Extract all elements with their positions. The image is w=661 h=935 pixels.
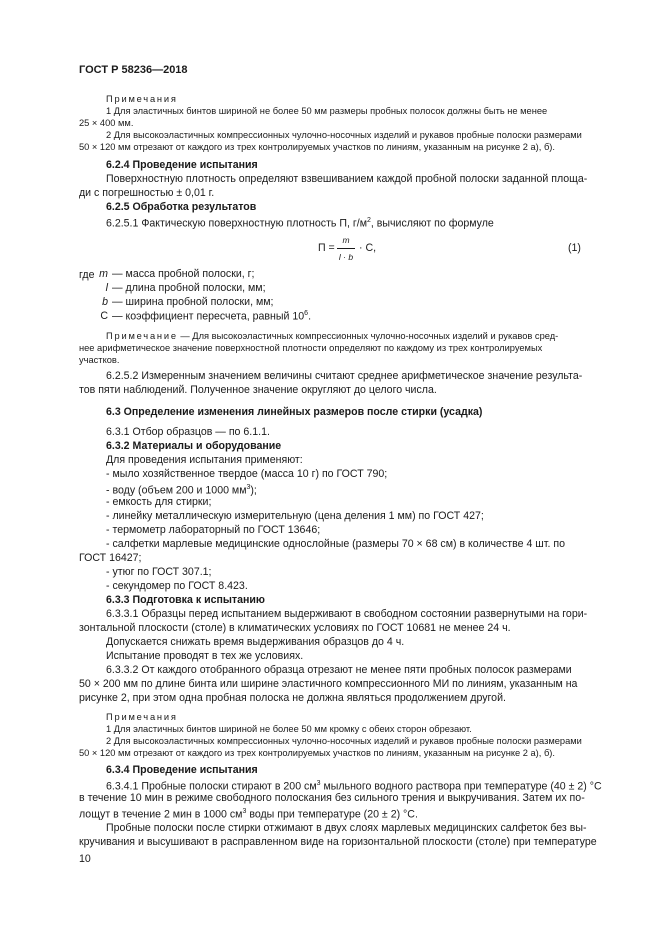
list-item: ГОСТ 16427; <box>79 552 142 564</box>
section-heading: 6.3 Определение изменения линейных размеров после стирки (усадка) <box>106 406 483 418</box>
paragraph: 6.2.5.2 Измеренным значением величины считают среднее арифметическое значение результа- <box>106 370 583 382</box>
list-item: - термометр лабораторный по ГОСТ 13646; <box>106 524 321 536</box>
list-item: - мыло хозяйственное твердое (масса 10 г) по ГОСТ 790; <box>106 468 388 480</box>
var-description: — масса пробной полоски, г; <box>112 268 255 280</box>
note-text: 50 × 120 мм отрезают от каждого из трех контролируемых участков по линиям, указанным на рисунке 2 а), б). <box>79 142 555 152</box>
paragraph: 6.3.4.1 Пробные полоски стирают в 200 $см^3$ мыльного водного раствора при температуре (40 ± 2) °С <box>106 780 602 793</box>
page-number: 10 <box>79 853 91 865</box>
paragraph: 6.3.1 Отбор образцов — по 6.1.1. <box>106 426 270 438</box>
paragraph: рисунке 2, при этом одна пробная полоска не должна являться продолжением другой. <box>79 692 506 704</box>
fraction-line <box>337 248 355 249</box>
var-symbol: m <box>99 268 108 280</box>
section-heading: 6.2.5 Обработка результатов <box>106 201 257 213</box>
formula-denominator: l · b <box>338 252 354 262</box>
var-symbol: C <box>100 310 108 322</box>
note-text: 1 Для эластичных бинтов шириной не более 50 мм кромку с обеих сторон обрезают. <box>106 724 472 734</box>
paragraph: лощут в течение 2 мин в 1000 $см^3$ воды при температуре (20 ± 2) °С. <box>79 808 418 821</box>
paragraph: ди с погрешностью ± 0,01 г. <box>79 187 215 199</box>
var-description: — ширина пробной полоски, мм; <box>112 296 274 308</box>
list-item: - утюг по ГОСТ 307.1; <box>106 566 212 578</box>
section-heading: 6.3.4 Проведение испытания <box>106 764 258 776</box>
section-heading: 6.3.3 Подготовка к испытанию <box>106 594 265 606</box>
notes-title: Примечания <box>106 712 178 722</box>
where-intro: где <box>79 269 95 281</box>
list-item: - линейку металлическую измерительную (цена деления 1 мм) по ГОСТ 427; <box>106 510 484 522</box>
paragraph: Пробные полоски после стирки отжимают в двух слоях марлевых медицинских салфеток без вы- <box>106 822 587 834</box>
section-heading: 6.2.4 Проведение испытания <box>106 159 258 171</box>
formula-number: (1) <box>568 242 581 254</box>
formula-numerator: m <box>342 235 350 245</box>
note-text: Примечание — Для высокоэластичных компрессионных чулочно-носочных изделий и рукавов сред- <box>106 331 559 341</box>
paragraph: Поверхностную плотность определяют взвешиванием каждой пробной полоски заданной площа- <box>106 173 588 185</box>
section-heading: 6.3.2 Материалы и оборудование <box>106 440 282 452</box>
paragraph: кручивания и высушивают в расправленном виде на горизонтальной плоскости (столе) при температуре <box>79 836 597 848</box>
paragraph: зонтальной плоскости (столе) в климатических условиях по ГОСТ 10681 не менее 24 ч. <box>79 622 511 634</box>
list-item: - секундомер по ГОСТ 8.423. <box>106 580 248 592</box>
note-text: 1 Для эластичных бинтов шириной не более 50 мм размеры пробных полосок должны быть не менее <box>106 106 548 116</box>
note-text: 2 Для высокоэластичных компрессионных чулочно-носочных изделий и рукавов пробные полоски размерами <box>106 736 582 746</box>
var-description: — коэффициент пересчета, равный $10^6$. <box>112 310 312 323</box>
note-text: 50 × 120 мм отрезают от каждого из трех контролируемых участков по линиям, указанным на рисунке 2 а), б). <box>79 748 555 758</box>
notes-title: Примечания <box>106 94 178 104</box>
paragraph: 6.2.5.1 Фактическую поверхностную плотность П, $г/м^2$, вычисляют по формуле <box>106 217 494 230</box>
paragraph: в течение 10 мин в режиме свободного полоскания без сильного трения и выкручивания. Затем их по- <box>79 792 585 804</box>
var-symbol: b <box>102 296 108 308</box>
note-text: 25 × 400 мм. <box>79 118 134 128</box>
paragraph: 6.3.3.2 От каждого отобранного образца отрезают не менее пяти пробных полосок размерами <box>106 664 572 676</box>
paragraph: Испытание проводят в тех же условиях. <box>106 650 304 662</box>
var-symbol: l <box>105 282 108 294</box>
paragraph: тов пяти наблюдений. Полученное значение округляют до целого числа. <box>79 384 437 396</box>
list-item: - емкость для стирки; <box>106 496 212 508</box>
note-text: 2 Для высокоэластичных компрессионных чулочно-носочных изделий и рукавов пробные полоски размерами <box>106 130 582 140</box>
formula-rhs: · C, <box>359 242 377 254</box>
note-text: нее арифметическое значение поверхностной плотности определяют по каждому из трех контролируемых <box>79 343 543 353</box>
note-text: участков. <box>79 355 120 365</box>
paragraph: Допускается снижать время выдерживания образцов до 4 ч. <box>106 636 405 648</box>
list-item: - салфетки марлевые медицинские однослойные (размеры 70 × 68 см) в количестве 4 шт. по <box>106 538 565 550</box>
paragraph: Для проведения испытания применяют: <box>106 454 303 466</box>
list-item: - воду (объем 200 и 1000 $мм^3$); <box>106 484 257 497</box>
paragraph: 6.3.3.1 Образцы перед испытанием выдерживают в свободном состоянии развернутыми на гори- <box>106 608 588 620</box>
formula-lhs: П = <box>318 242 335 254</box>
doc-code: ГОСТ Р 58236—2018 <box>79 64 188 76</box>
paragraph: 50 × 200 мм по длине бинта или ширине эластичного компрессионного МИ по линиям, указанным на <box>79 678 578 690</box>
var-description: — длина пробной полоски, мм; <box>112 282 266 294</box>
